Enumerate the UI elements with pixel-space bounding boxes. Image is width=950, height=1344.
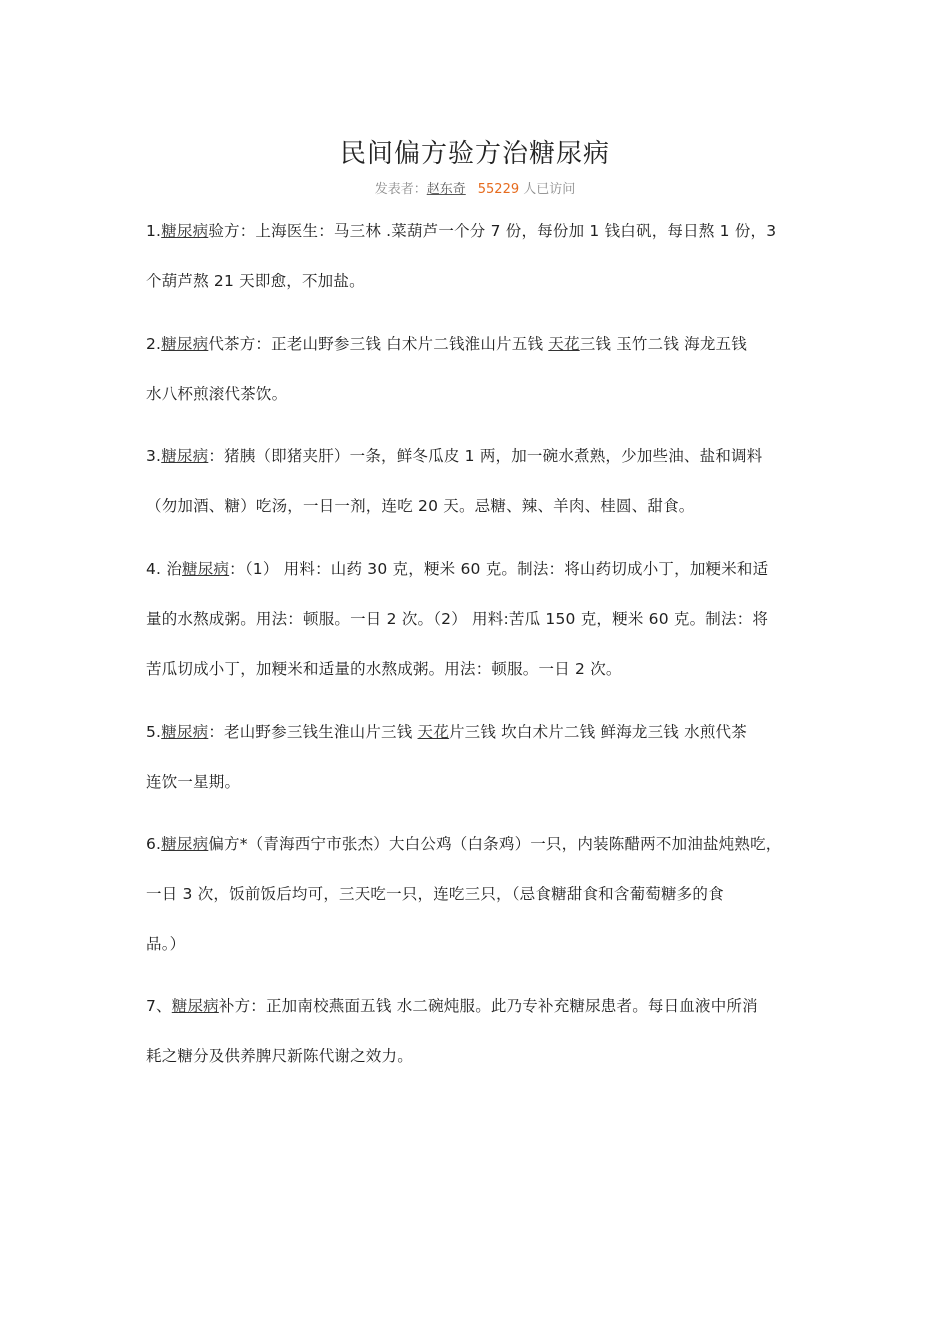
- keyword-link[interactable]: 糖尿病: [161, 335, 209, 353]
- item-4-line-2: 量的水熬成粥。用法：顿服。一日 2 次。（2） 用料:苦瓜 150 克，粳米 60 克。制法：将: [146, 610, 769, 628]
- keyword-link-tianhua[interactable]: 天花: [548, 335, 580, 353]
- item-2-line-2: 水八杯煎滚代茶饮。: [146, 385, 288, 403]
- article-meta: [0, 178, 950, 197]
- item-2-number: 2.: [146, 335, 162, 353]
- item-3-line-1: [146, 444, 762, 466]
- item-5-text: ：老山野参三钱生淮山片三钱: [208, 723, 418, 741]
- item-2-line-1: [146, 332, 747, 354]
- item-6-line-3: 品。）: [146, 935, 186, 953]
- item-2-text: 代茶方：正老山野参三钱 白术片二钱淮山片五钱: [208, 335, 549, 353]
- item-7-line-1: [146, 994, 758, 1016]
- item-6-text: 偏方*（青海西宁市张杰）大白公鸡（白条鸡）一只，内装陈醋两不加油盐炖熟吃，: [208, 835, 782, 853]
- item-4-line-1: [146, 557, 768, 579]
- item-4-number: 4. 治: [146, 560, 183, 578]
- item-4-text: ：（1） 用料：山药 30 克，粳米 60 克。制法：将山药切成小丁，加粳米和适: [229, 560, 769, 578]
- keyword-link[interactable]: 糖尿病: [161, 447, 209, 465]
- visit-count-suffix: 人已访问: [523, 182, 576, 197]
- item-3-number: 3.: [146, 447, 162, 465]
- visit-count: 55229: [477, 182, 520, 197]
- item-5-text-rest: 片三钱 坎白术片二钱 鲜海龙三钱 水煎代茶: [448, 723, 747, 741]
- item-1-number: 1.: [146, 222, 162, 240]
- page-title: 民间偏方验方治糖尿病: [339, 139, 610, 169]
- keyword-link[interactable]: 糖尿病: [161, 835, 209, 853]
- author-link[interactable]: 赵东奇: [426, 182, 466, 197]
- item-4-line-3: 苦瓜切成小丁，加粳米和适量的水熬成粥。用法：顿服。一日 2 次。: [146, 660, 622, 678]
- keyword-link[interactable]: 糖尿病: [182, 560, 230, 578]
- item-5-line-2: 连饮一星期。: [146, 773, 241, 791]
- item-7-line-2: 耗之糖分及供养脾尺新陈代谢之效力。: [146, 1047, 413, 1065]
- item-6-number: 6.: [146, 835, 162, 853]
- keyword-link-tianhua[interactable]: 天花: [417, 723, 449, 741]
- keyword-link[interactable]: 糖尿病: [161, 222, 209, 240]
- keyword-link[interactable]: 糖尿病: [171, 997, 219, 1015]
- item-5-number: 5.: [146, 723, 162, 741]
- item-2-text-rest: 三钱 玉竹二钱 海龙五钱: [579, 335, 747, 353]
- item-6-line-2: 一日 3 次，饭前饭后均可，三天吃一只，连吃三只，（忌食糖甜食和含葡萄糖多的食: [146, 885, 724, 903]
- item-1-line-2: 个葫芦熬 21 天即愈，不加盐。: [146, 272, 365, 290]
- item-3-text: ：猪胰（即猪夹肝）一条，鲜冬瓜皮 1 两，加一碗水煮熟，少加些油、盐和调料: [208, 447, 763, 465]
- item-5-line-1: [146, 720, 747, 742]
- item-1-text: 验方：上海医生：马三林 .菜葫芦一个分 7 份，每份加 1 钱白矾，每日熬 1 份，3: [208, 222, 777, 240]
- item-3-line-2: （勿加酒、糖）吃汤，一日一剂，连吃 20 天。忌糖、辣、羊肉、桂圆、甜食。: [146, 497, 695, 515]
- item-7-number: 7、: [146, 997, 172, 1015]
- item-1-line-1: [146, 219, 776, 241]
- item-6-line-1: [146, 832, 781, 854]
- author-label: 发表者：: [374, 182, 427, 197]
- item-7-text: 补方：正加南校燕面五钱 水二碗炖服。此乃专补充糖尿患者。每日血液中所消: [218, 997, 758, 1015]
- keyword-link[interactable]: 糖尿病: [161, 723, 209, 741]
